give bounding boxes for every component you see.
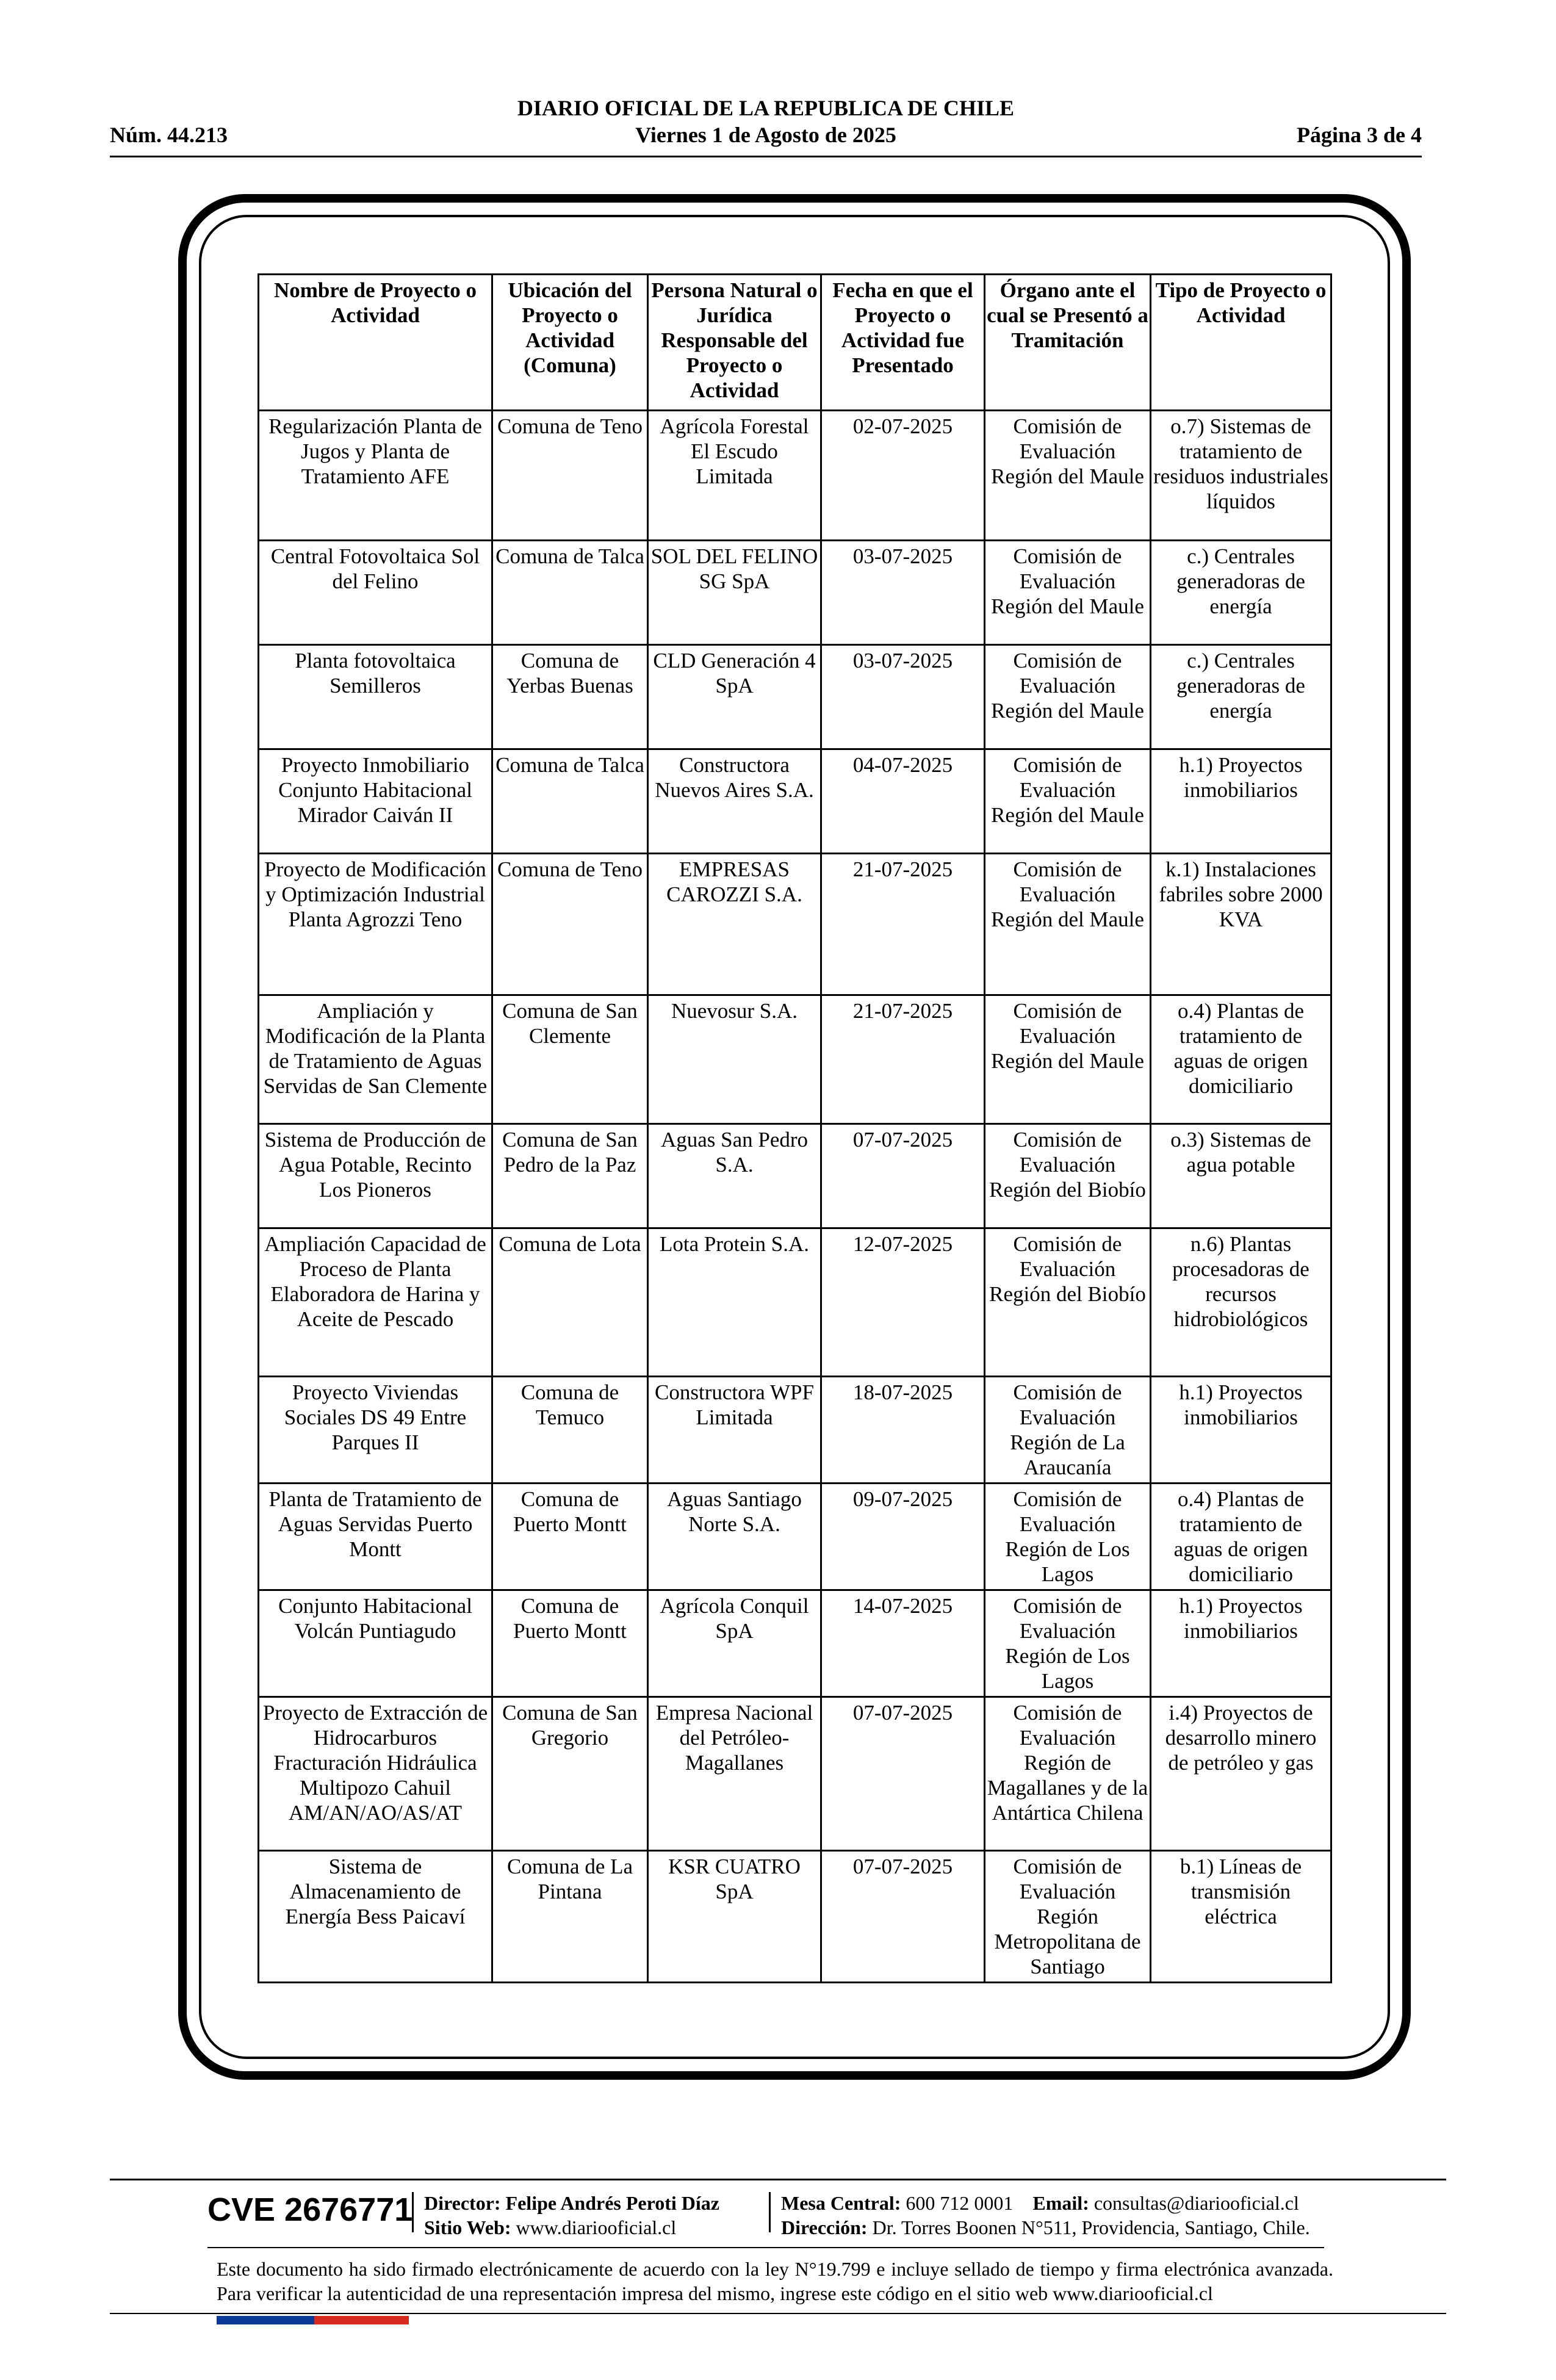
table-cell: Comisión de Evaluación Región de Magallanes y de la Antártica Chilena <box>985 1697 1151 1851</box>
director-label: Director: <box>424 2192 501 2214</box>
table-cell: Comisión de Evaluación Región del Biobío <box>985 1228 1151 1377</box>
table-cell: o.3) Sistemas de agua potable <box>1151 1124 1331 1228</box>
table-row <box>259 1590 1331 1697</box>
projects-table <box>258 273 1332 1983</box>
table-cell: Comisión de Evaluación Región del Maule <box>985 854 1151 995</box>
email-label: Email: <box>1032 2192 1089 2214</box>
table-cell: h.1) Proyectos inmobiliarios <box>1151 1377 1331 1484</box>
table-row <box>259 995 1331 1124</box>
table-cell: h.1) Proyectos inmobiliarios <box>1151 749 1331 854</box>
cve-code: CVE 2676771 <box>207 2191 413 2228</box>
signature-note: Este documento ha sido firmado electrónicamente de acuerdo con la ley N°19.799 e incluye sellado de tiempo y firma electrónica avanzada. Para verificar la autenticidad de una representación impresa del mismo, ingrese este código en el sitio web www.diariooficial.cl <box>217 2258 1333 2304</box>
flag-stripe <box>217 2316 409 2324</box>
footer-note-divider <box>207 2247 1324 2248</box>
issue-number: Núm. 44.213 <box>110 123 228 147</box>
table-cell: Comuna de Talca <box>492 749 648 854</box>
table-cell: Comuna de San Pedro de la Paz <box>492 1124 648 1228</box>
table-cell: Comisión de Evaluación Región del Maule <box>985 645 1151 749</box>
table-cell: Comisión de Evaluación Región del Maule <box>985 411 1151 541</box>
table-cell: 18-07-2025 <box>821 1377 985 1484</box>
table-cell: Comuna de San Gregorio <box>492 1697 648 1851</box>
table-cell: Agrícola Conquil SpA <box>648 1590 821 1697</box>
table-cell: Planta fotovoltaica Semilleros <box>259 645 492 749</box>
table-cell: Lota Protein S.A. <box>648 1228 821 1377</box>
table-row <box>259 854 1331 995</box>
table-cell: 03-07-2025 <box>821 541 985 645</box>
table-cell: Comuna de La Pintana <box>492 1851 648 1983</box>
column-header: Órgano ante el cual se Presentó a Tramitación <box>985 275 1151 411</box>
page-number: Página 3 de 4 <box>1296 123 1422 147</box>
table-row <box>259 411 1331 541</box>
header-divider <box>110 156 1422 157</box>
table-cell: 07-07-2025 <box>821 1124 985 1228</box>
table-cell: 14-07-2025 <box>821 1590 985 1697</box>
column-header: Fecha en que el Proyecto o Actividad fue Presentado <box>821 275 985 411</box>
footer-contact-left <box>424 2191 719 2240</box>
table-cell: Ampliación y Modificación de la Planta de Tratamiento de Aguas Servidas de San Clemente <box>259 995 492 1124</box>
table-body <box>259 411 1331 1983</box>
table-cell: c.) Centrales generadoras de energía <box>1151 645 1331 749</box>
table-cell: o.4) Plantas de tratamiento de aguas de origen domiciliario <box>1151 1484 1331 1590</box>
table-cell: Comuna de San Clemente <box>492 995 648 1124</box>
table-row <box>259 1228 1331 1377</box>
phone-label: Mesa Central: <box>781 2192 901 2214</box>
column-header: Ubicación del Proyecto o Actividad (Comuna) <box>492 275 648 411</box>
table-cell: Proyecto de Extracción de Hidrocarburos Fracturación Hidráulica Multipozo Cahuil AM/AN/AO/AS/AT <box>259 1697 492 1851</box>
table-cell: Constructora Nuevos Aires S.A. <box>648 749 821 854</box>
site-label: Sitio Web: <box>424 2216 511 2238</box>
table-cell: Comisión de Evaluación Región del Biobío <box>985 1124 1151 1228</box>
table-row <box>259 645 1331 749</box>
table-cell: Ampliación Capacidad de Proceso de Planta Elaboradora de Harina y Aceite de Pescado <box>259 1228 492 1377</box>
footer-separator <box>412 2192 414 2232</box>
table-cell: Central Fotovoltaica Sol del Felino <box>259 541 492 645</box>
table-cell: Proyecto de Modificación y Optimización Industrial Planta Agrozzi Teno <box>259 854 492 995</box>
table-cell: 21-07-2025 <box>821 854 985 995</box>
table-cell: 21-07-2025 <box>821 995 985 1124</box>
table-cell: 02-07-2025 <box>821 411 985 541</box>
table-cell: Regularización Planta de Jugos y Planta de Tratamiento AFE <box>259 411 492 541</box>
table-cell: Comisión de Evaluación Región de Los Lagos <box>985 1484 1151 1590</box>
table-cell: CLD Generación 4 SpA <box>648 645 821 749</box>
table-cell: Agrícola Forestal El Escudo Limitada <box>648 411 821 541</box>
table-cell: Comisión de Evaluación Región de Los Lagos <box>985 1590 1151 1697</box>
column-header: Persona Natural o Jurídica Responsable del Proyecto o Actividad <box>648 275 821 411</box>
table-cell: 04-07-2025 <box>821 749 985 854</box>
flag-stripe-red <box>314 2316 409 2324</box>
table-cell: Comuna de Puerto Montt <box>492 1590 648 1697</box>
table-row <box>259 1851 1331 1983</box>
table-cell: 07-07-2025 <box>821 1697 985 1851</box>
table-cell: o.7) Sistemas de tratamiento de residuos industriales líquidos <box>1151 411 1331 541</box>
table-cell: 07-07-2025 <box>821 1851 985 1983</box>
table-cell: Comisión de Evaluación Región de La Araucanía <box>985 1377 1151 1484</box>
site-url[interactable]: www.diariooficial.cl <box>516 2216 677 2238</box>
footer-divider <box>110 2179 1446 2180</box>
table-cell: c.) Centrales generadoras de energía <box>1151 541 1331 645</box>
table-row <box>259 541 1331 645</box>
column-header: Nombre de Proyecto o Actividad <box>259 275 492 411</box>
table-cell: Sistema de Almacenamiento de Energía Bess Paicaví <box>259 1851 492 1983</box>
footer-contact-right <box>781 2191 1310 2240</box>
table-cell: Aguas San Pedro S.A. <box>648 1124 821 1228</box>
table-cell: b.1) Líneas de transmisión eléctrica <box>1151 1851 1331 1983</box>
table-row <box>259 1697 1331 1851</box>
flag-stripe-blue <box>217 2316 314 2324</box>
table-cell: Sistema de Producción de Agua Potable, Recinto Los Pioneros <box>259 1124 492 1228</box>
newspaper-title: DIARIO OFICIAL DE LA REPUBLICA DE CHILE <box>517 96 1015 120</box>
table-cell: Conjunto Habitacional Volcán Puntiagudo <box>259 1590 492 1697</box>
address-value: Dr. Torres Boonen N°511, Providencia, Santiago, Chile. <box>872 2216 1310 2238</box>
table-cell: Aguas Santiago Norte S.A. <box>648 1484 821 1590</box>
table-cell: Empresa Nacional del Petróleo-Magallanes <box>648 1697 821 1851</box>
table-cell: Nuevosur S.A. <box>648 995 821 1124</box>
table-row <box>259 1484 1331 1590</box>
table-cell: 09-07-2025 <box>821 1484 985 1590</box>
table-cell: n.6) Plantas procesadoras de recursos hidrobiológicos <box>1151 1228 1331 1377</box>
page-header <box>110 92 1422 162</box>
table-cell: Comisión de Evaluación Región del Maule <box>985 541 1151 645</box>
table-cell: Comuna de Teno <box>492 411 648 541</box>
table-cell: Comuna de Puerto Montt <box>492 1484 648 1590</box>
table-cell: Comuna de Lota <box>492 1228 648 1377</box>
table-cell: EMPRESAS CAROZZI S.A. <box>648 854 821 995</box>
table-cell: Comisión de Evaluación Región del Maule <box>985 995 1151 1124</box>
table-cell: Constructora WPF Limitada <box>648 1377 821 1484</box>
column-header: Tipo de Proyecto o Actividad <box>1151 275 1331 411</box>
table-header-row <box>259 275 1331 411</box>
table-cell: o.4) Plantas de tratamiento de aguas de origen domiciliario <box>1151 995 1331 1124</box>
table-cell: SOL DEL FELINO SG SpA <box>648 541 821 645</box>
table-cell: k.1) Instalaciones fabriles sobre 2000 KVA <box>1151 854 1331 995</box>
table-cell: i.4) Proyectos de desarrollo minero de petróleo y gas <box>1151 1697 1331 1851</box>
email-address[interactable]: consultas@diariooficial.cl <box>1093 2192 1299 2214</box>
table-cell: Proyecto Inmobiliario Conjunto Habitacional Mirador Caiván II <box>259 749 492 854</box>
table-cell: Comuna de Teno <box>492 854 648 995</box>
table-cell: Proyecto Viviendas Sociales DS 49 Entre Parques II <box>259 1377 492 1484</box>
table-row <box>259 1377 1331 1484</box>
address-label: Dirección: <box>781 2216 868 2238</box>
table-row <box>259 749 1331 854</box>
table-cell: 12-07-2025 <box>821 1228 985 1377</box>
issue-date: Viernes 1 de Agosto de 2025 <box>635 123 896 147</box>
table-cell: Planta de Tratamiento de Aguas Servidas Puerto Montt <box>259 1484 492 1590</box>
table-cell: h.1) Proyectos inmobiliarios <box>1151 1590 1331 1697</box>
footer-bottom-divider <box>110 2313 1446 2314</box>
table-row <box>259 1124 1331 1228</box>
table-cell: Comuna de Yerbas Buenas <box>492 645 648 749</box>
footer-separator <box>769 2192 771 2232</box>
table-cell: Comuna de Talca <box>492 541 648 645</box>
table-cell: KSR CUATRO SpA <box>648 1851 821 1983</box>
table-cell: 03-07-2025 <box>821 645 985 749</box>
table-cell: Comisión de Evaluación Región del Maule <box>985 749 1151 854</box>
table-cell: Comuna de Temuco <box>492 1377 648 1484</box>
table-cell: Comisión de Evaluación Región Metropolitana de Santiago <box>985 1851 1151 1983</box>
director-name: Felipe Andrés Peroti Díaz <box>505 2192 719 2214</box>
phone-number: 600 712 0001 <box>906 2192 1014 2214</box>
